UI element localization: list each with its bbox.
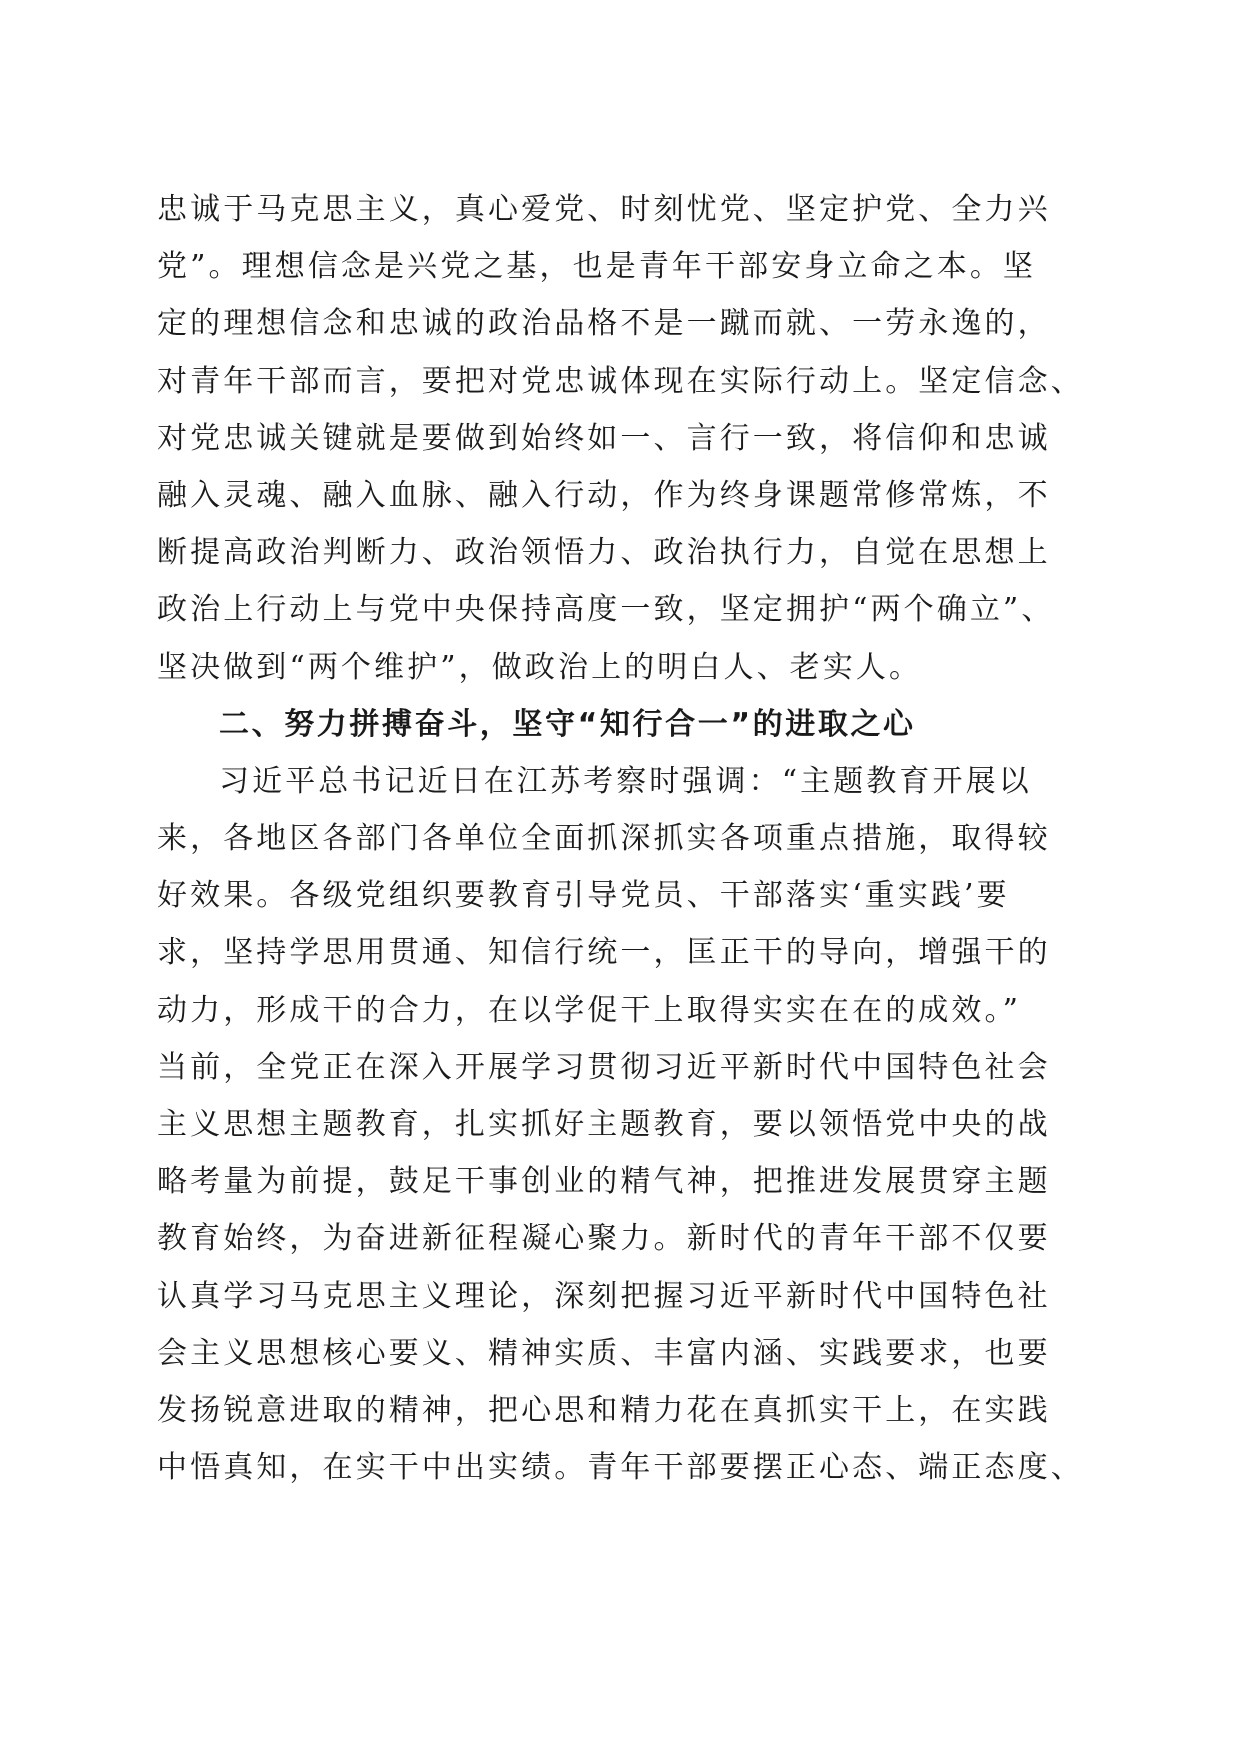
paragraph-line: 主义思想主题教育，扎实抓好主题教育，要以领悟党中央的战 (157, 1107, 1051, 1142)
paragraph-line: 当前，全党正在深入开展学习贯彻习近平新时代中国特色社会 (157, 1049, 1051, 1085)
paragraph-loyalty (157, 181, 1087, 696)
paragraph-line: 习近平总书记近日在江苏考察时强调：“主题教育开展以 (219, 763, 1032, 799)
paragraph-line: 求，坚持学思用贯通、知信行统一，匡正干的导向，增强干的 (157, 935, 1051, 971)
paragraph-line: 教育始终，为奋进新征程凝心聚力。新时代的青年干部不仅要 (157, 1221, 1051, 1257)
paragraph-line: 发扬锐意进取的精神，把心思和精力花在真抓实干上，在实践 (157, 1392, 1051, 1428)
paragraph-line: 对党忠诚关键就是要做到始终如一、言行一致，将信仰和忠诚 (157, 420, 1051, 456)
paragraph-line: 好效果。各级党组织要教育引导党员、干部落实‘重实践’要 (157, 878, 1010, 914)
paragraph-line: 坚决做到“两个维护”，做政治上的明白人、老实人。 (157, 649, 923, 685)
paragraph-line: 对青年干部而言，要把对党忠诚体现在实际行动上。坚定信念、 (157, 363, 1084, 399)
paragraph-line: 认真学习马克思主义理论，深刻把握习近平新时代中国特色社 (157, 1278, 1051, 1314)
paragraph-line: 融入灵魂、融入血脉、融入行动，作为终身课题常修常炼，不 (157, 477, 1051, 513)
paragraph-line: 来，各地区各部门各单位全面抓深抓实各项重点措施，取得较 (157, 821, 1051, 857)
paragraph-line: 定的理想信念和忠诚的政治品格不是一蹴而就、一劳永逸的， (157, 306, 1051, 342)
paragraph-striving (157, 753, 1087, 1496)
section-heading: 二、努力拼搏奋斗，坚守“知行合一”的进取之心 (219, 706, 916, 742)
paragraph-line: 略考量为前提，鼓足干事创业的精气神，把推进发展贯穿主题 (157, 1164, 1051, 1200)
paragraph-line: 断提高政治判断力、政治领悟力、政治执行力，自觉在思想上 (157, 535, 1051, 571)
document-body (157, 181, 1087, 1496)
paragraph-line: 中悟真知，在实干中出实绩。青年干部要摆正心态、端正态度、 (157, 1450, 1084, 1486)
paragraph-line: 政治上行动上与党中央保持高度一致，坚定拥护“两个确立”、 (157, 592, 1055, 628)
paragraph-line: 动力，形成干的合力，在以学促干上取得实实在在的成效。” (157, 992, 1022, 1028)
paragraph-line: 忠诚于马克思主义，真心爱党、时刻忧党、坚定护党、全力兴 (157, 192, 1051, 227)
paragraph-line: 党”。理想信念是兴党之基，也是青年干部安身立命之本。坚 (157, 249, 1037, 285)
paragraph-line: 会主义思想核心要义、精神实质、丰富内涵、实践要求，也要 (157, 1335, 1051, 1371)
